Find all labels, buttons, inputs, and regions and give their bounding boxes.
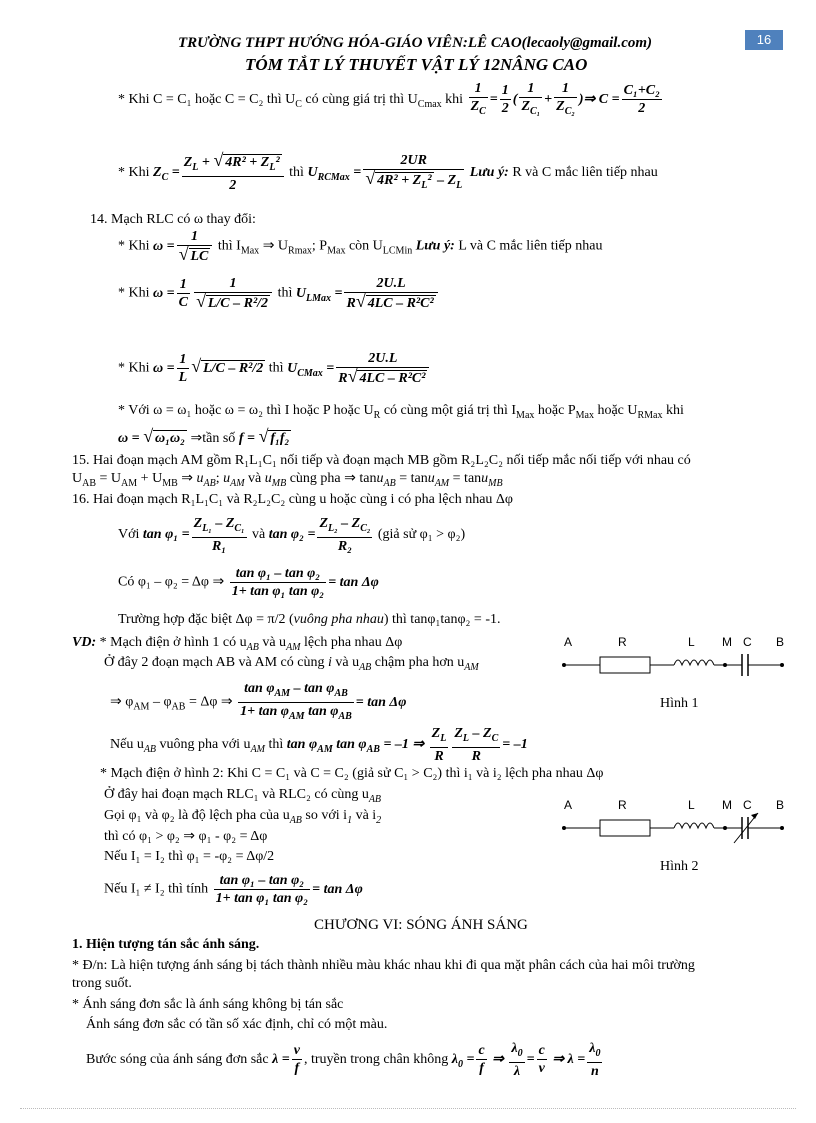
header-subject: TÓM TẮT LÝ THUYẾT VẬT LÝ 12NÂNG CAO bbox=[245, 55, 588, 74]
line-14e: ω = √ ω₁ω₂ ⇒tần số f = √ f₁f₂ bbox=[118, 426, 291, 447]
line-14d: * Với ω = ω₁ hoặc ω = ω₂ thì I hoặc P hoặc $U_R$ có cùng một giá trị thì $I_{Max}$ hoặc $P_{Max}$ hoặc $U_{RMax}$ khi bbox=[118, 403, 684, 421]
vd-line-3: ⇒ $\varphi_{AM} - \varphi_{AB} = \Delta\varphi$ ⇒ $\tan \varphi_{AM}$ – $\tan \varphi_{AB}$ $1+ \tan \varphi_{AM}$ $\tan \varphi_{AB}$ = tan Δφ bbox=[110, 681, 407, 722]
line-16c: Trường hợp đặc biệt Δφ = π/2 (vuông pha nhau) thì tanφ₁tanφ₂ = -1. bbox=[118, 612, 501, 627]
monochromatic-line-2: Ánh sáng đơn sắc có tần số xác định, chỉ có một màu. bbox=[86, 1017, 388, 1032]
fig1-label-a: A bbox=[564, 635, 573, 649]
chapter-title: CHƯƠNG VI: SÓNG ÁNH SÁNG bbox=[314, 917, 528, 933]
fig2-label-c: C bbox=[743, 798, 752, 812]
fig2-label-b: B bbox=[776, 798, 785, 812]
fig2-caption: Hình 2 bbox=[660, 859, 699, 874]
wavelength-line: Bước sóng của ánh sáng đơn sắc λ = $\frac{v}{f}$ , truyền trong chân không $\lambda_0$ = $\frac{c}{f}$ ⇒ $\frac{\lambda_0}{\lambda}$ = $\frac{c}{v}$ ⇒ λ = $\frac{\lambda_0}{n}$ bbox=[86, 1041, 601, 1079]
fig1-label-b: B bbox=[776, 635, 785, 649]
section-14-title: 14. Mạch RLC có ω thay đổi: bbox=[90, 212, 256, 227]
fig1-resistor bbox=[600, 657, 650, 673]
line-16b: Có φ₁ – φ₂ = Δφ ⇒ $\frac{\text{tan φ₁ – tan φ₂}}{\text{1+ tan φ₁ tan φ₂}}$ = tan Δφ bbox=[118, 566, 379, 599]
vd-line-6: Ở đây hai đoạn mạch RLC₁ và RLC₂ có cùng $u_{AB}$ bbox=[104, 787, 382, 805]
vd-line-2: Ở đây 2 đoạn mạch AB và AM có cùng i và $u_{AB}$ chậm pha hơn $u_{AM}$ bbox=[104, 655, 479, 673]
fig2-resistor bbox=[600, 820, 650, 836]
line-c1-c2: * Khi C = C₁ hoặc C = C₂ thì $U_C$ có cùng giá trị thì $U_{Cmax}$ khi $\frac{1}{Z_C}$ = $\frac{1}{2}$ ( $\frac{1}{Z_{C_1}}$ + $\frac{1}{Z_{C_2}}$ )⇒ C = $\frac{\text{C₁+C₂}}{2}$ bbox=[118, 80, 664, 120]
circuit-figure-2 bbox=[560, 795, 790, 885]
fig1-label-m: M bbox=[722, 635, 732, 649]
footer-divider bbox=[20, 1108, 796, 1109]
fig2-label-r: R bbox=[618, 798, 627, 812]
line-14c: * Khi ω = $\frac{1}{L}$ √ L/C – R²/2 thì $U_{CMax}$ = $\frac{2U.L}{\text{R√ 4LC – R²C²}}$ bbox=[118, 350, 431, 387]
vd-line-10: Nếu I₁ ≠ I₂ thì tính $\frac{\text{tan φ₁ – tan φ₂}}{\text{1+ tan φ₁ tan φ₂}}$ = tan Δφ bbox=[104, 873, 363, 906]
section-16: 16. Hai đoạn mạch R₁L₁C₁ và R₂L₂C₂ cùng u hoặc cùng i có pha lệch nhau Δφ bbox=[72, 492, 513, 507]
definition-line-1: * Đ/n: Là hiện tượng ánh sáng bị tách thành nhiều màu khác nhau khi đi qua mặt phân cách của hai môi trường bbox=[72, 958, 695, 973]
fig2-inductor bbox=[674, 823, 714, 828]
monochromatic-line-1: * Ánh sáng đơn sắc là ánh sáng không bị tán sắc bbox=[72, 997, 344, 1012]
fig1-inductor bbox=[674, 660, 714, 665]
fig1-label-l: L bbox=[688, 635, 695, 649]
line-14b: * Khi ω = $\frac{1}{C}$ 1 √ L/C – R²/2 thì $U_{LMax}$ = $\frac{2U.L}{\text{R√ 4LC – R²C²}}$ bbox=[118, 275, 440, 312]
line-14a: * Khi ω = 1 √ LC thì $I_{Max}$ ⇒ $U_{Rmax}$; $P_{Max}$ còn $U_{LCMin}$ Lưu ý: L và C mắc liên tiếp nhau bbox=[118, 228, 602, 265]
vd-line-8: thì có φ₁ > φ₂ ⇒ φ₁ - φ₂ = Δφ bbox=[104, 829, 268, 844]
page-number-badge: 16 bbox=[745, 30, 783, 50]
fig2-label-a: A bbox=[564, 798, 573, 812]
fig2-label-l: L bbox=[688, 798, 695, 812]
section-15: 15. Hai đoạn mạch AM gồm R₁L₁C₁ nối tiếp và đoạn mạch MB gồm R₂L₂C₂ nối tiếp mắc nối tiếp với nhau có bbox=[72, 453, 691, 468]
section-title-dispersion: 1. Hiện tượng tán sắc ánh sáng. bbox=[72, 937, 260, 952]
definition-line-2: trong suốt. bbox=[72, 976, 132, 991]
vd-line-5: * Mạch điện ở hình 2: Khi C = C₁ và C = C₂ (giả sử C₁ > C₂) thì i₁ và i₂ lệch pha nhau Δφ bbox=[100, 766, 604, 781]
formula-zc-avg: $\frac{1}{Z_C}$ = $\frac{1}{2}$ ( $\frac{1}{Z_{C_1}}$ + $\frac{1}{Z_{C_2}}$ )⇒ C = $\frac{\text{C₁+C₂}}{2}$ bbox=[470, 81, 661, 117]
line-zc-rc: * Khi $Z_C$ = $\frac{Z_L + √ 4R^2 + Z_L^2}{2}$ thì $U_{RCMax}$ = 2UR √ $4R^2 + Z_L^2 - Z_L$ Lưu ý: R và C mắc liên tiếp nhau bbox=[118, 152, 658, 194]
fig1-label-c: C bbox=[743, 635, 752, 649]
vd-line-4: Nếu $u_{AB}$ vuông pha với $u_{AM}$ thì $\tan \varphi_{AM}$ $\tan \varphi_{AB} = -1$ ⇒ $\frac{Z_L}{R}$ $\frac{Z_L - Z_C}{R}$ = –1 bbox=[110, 726, 528, 764]
line-16a: Với tan φ₁ = $\frac{Z_{L_1} - Z_{C_1}}{\text{R₁}}$ và tan φ₂ = $\frac{Z_{L_2} - Z_{C_2}}{\text{R₂}}$ (giả sử φ₁ > φ₂) bbox=[118, 516, 466, 554]
vd-line-9: Nếu I₁ = I₂ thì φ₁ = -φ₂ = Δφ/2 bbox=[104, 849, 275, 864]
line-15b: $U_{AB} = U_{AM} + U_{MB}$ ⇒ $u_{AB}$; $u_{AM}$ và $u_{MB}$ cùng pha ⇒ tanu$_{AB}$ = tanu$_{AM}$ = tanu$_{MB}$ bbox=[72, 471, 503, 489]
vd-line-1: VD: * Mạch điện ở hình 1 có $u_{AB}$ và $u_{AM}$ lệch pha nhau Δφ bbox=[72, 635, 403, 653]
circuit-figure-1 bbox=[560, 632, 790, 722]
fig2-label-m: M bbox=[722, 798, 732, 812]
header-school: TRƯỜNG THPT HƯỚNG HÓA-GIÁO VIÊN:LÊ CAO(lecaoly@gmail.com) bbox=[178, 35, 653, 51]
fig1-label-r: R bbox=[618, 635, 627, 649]
fig1-caption: Hình 1 bbox=[660, 696, 699, 711]
vd-line-7: Gọi φ₁ và φ₂ là độ lệch pha của $u_{AB}$ so với $i_1$ và $i_2$ bbox=[104, 808, 382, 826]
